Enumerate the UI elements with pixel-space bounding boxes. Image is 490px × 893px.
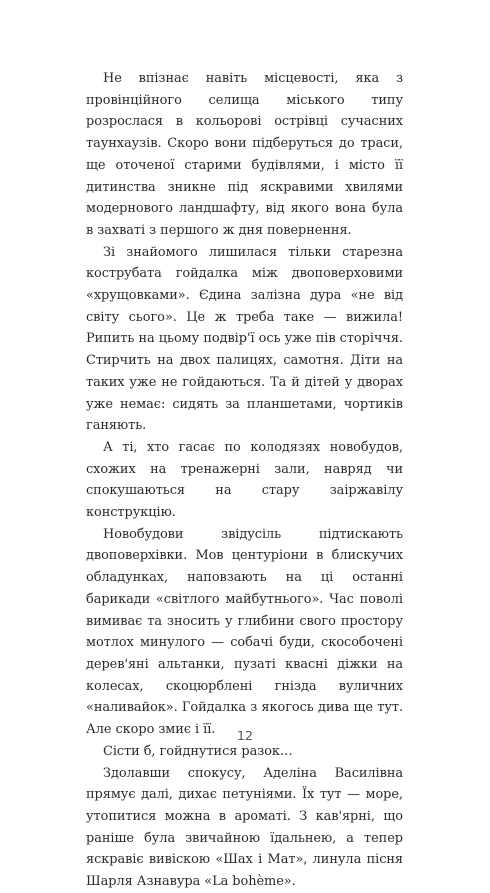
paragraph-4: Новобудови звідусіль підтискають двоповерхівки. Мов центуріони в блискучих обладунках, наповзають на ці останні барикади «світлого майбутнього». Час поволі вимиває та зносить у глибини свого простору мотлох минулого — собачі буди, скособочені дерев'яні альтанки, пузаті квасні діжки на колесах, скоцюрблені гнізда вуличних «наливайок». Гойдалка з якогось дива ще тут. Але скоро змиє і її. (86, 526, 403, 738)
page-number: 12 (237, 728, 253, 743)
paragraph-1: Не впізнає навіть місцевості, яка з провінційного селища міського типу розрослася в кольорові острівці сучасних таунхаузів. Скоро вони підберуться до траси, ще оточеної старими будівлями, і місто її дитинства зникне під яскравими хвилями модернового ландшафту, від якого вона була в захваті з першого ж дня повернення. (86, 71, 403, 238)
paragraph-2: Зі знайомого лишилася тільки старезна кострубата гойдалка між двоповерховими «хрущовками». Єдина залізна дура «не від світу сього». Це ж треба таке — вижила! Рипить на цьому подвір'ї ось уже пів сторіччя. Стирчить на двох палицях, самотня. Діти на таких уже не гойдаються. Та й дітей у дворах уже немає: сидять за планшетами, чортиків ганяють. (86, 244, 403, 434)
paragraph-3: А ті, хто гасає по колодязях новобудов, схожих на тренажерні зали, навряд чи спокушаються на стару заіржавілу конструкцію. (86, 439, 403, 521)
body-text (86, 68, 403, 893)
paragraph-5: Сісти б, гойднутися разок… (103, 743, 293, 759)
paragraph-6: Здолавши спокусу, Аделіна Василівна прямує далі, дихає петуніями. Їх тут — море, утопитися можна в ароматі. З кав'ярні, що раніше була звичайною їдальнею, а тепер яскравіє вивіскою «Шах і Мат», линула пісня Шарля Азнавура «La bohème». (86, 765, 403, 890)
